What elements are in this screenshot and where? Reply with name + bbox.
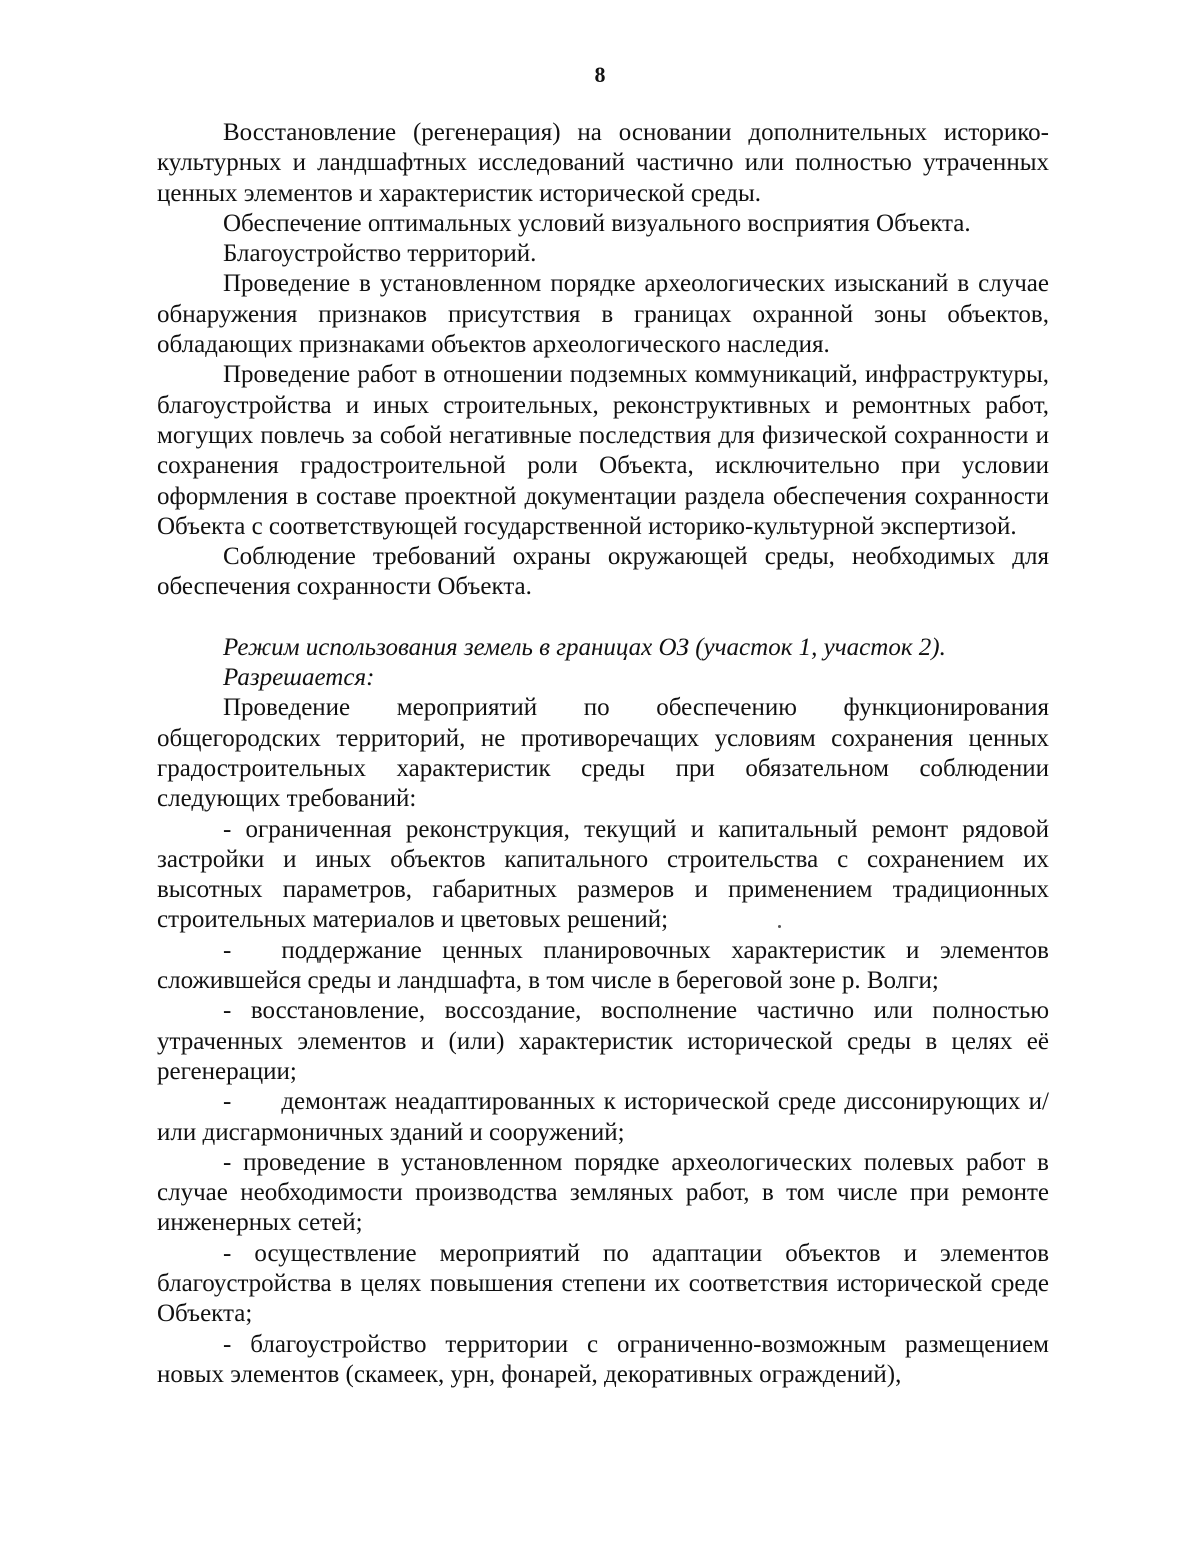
list-item-territory-improvement: - благоустройство территории с ограниченно-возможным размещением новых элементов (скамеек, урн, фонарей, декоративных ограждений), xyxy=(157,1330,1049,1388)
paragraph-activities: Проведение мероприятий по обеспечению функционирования общегородских территорий, не противоречащих условиям сохранения ценных градостроительных характеристик среды при обязательном соблюдении следующих требований: xyxy=(157,694,1049,813)
paragraph-environment-protection: Соблюдение требований охраны окружающей среды, необходимых для обеспечения сохранности Объекта. xyxy=(157,543,1049,601)
section-gap xyxy=(157,603,1049,633)
list-item-planning-characteristics: - поддержание ценных планировочных характеристик и элементов сложившейся среды и ландшафта, в том числе в береговой зоне р. Волги; xyxy=(157,936,1049,995)
list-item-reconstruction: - ограниченная реконструкция, текущий и капитальный ремонт рядовой застройки и иных объектов капитального строительства с сохранением их высотных параметров, габаритных размеров и применением традиционных строительных материалов и цветовых решений; xyxy=(157,815,1049,934)
page-number: 8 xyxy=(594,62,606,87)
document-body xyxy=(157,118,1049,1390)
section-heading-land-use-regime: Режим использования земель в границах ОЗ (участок 1, участок 2). xyxy=(223,633,946,661)
scan-speck xyxy=(778,925,781,928)
paragraph-visual-perception: Обеспечение оптимальных условий визуального восприятия Объекта. xyxy=(223,209,971,237)
list-item-adaptation: - осуществление мероприятий по адаптации объектов и элементов благоустройства в целях повышения степени их соответствия исторической среде Объекта; xyxy=(157,1239,1049,1328)
paragraph-underground-works: Проведение работ в отношении подземных коммуникаций, инфраструктуры, благоустройства и иных строительных, реконструктивных и ремонтных работ, могущих повлечь за собой негативные последствия для физической сохранности и сохранения градостроительной роли Объекта, исключительно при условии оформления в составе проектной документации раздела обеспечения сохранности Объекта с соответствующей государственной историко-культурной экспертизой. xyxy=(157,361,1049,540)
list-item-dismantling: - демонтаж неадаптированных к исторической среде диссонирующих и/или дисгармоничных зданий и сооружений; xyxy=(157,1088,1049,1146)
paragraph-regeneration: Восстановление (регенерация) на основании дополнительных историко-культурных и ландшафтных исследований частично или полностью утраченных ценных элементов и характеристик исторической среды. xyxy=(157,119,1049,207)
list-item-archaeological-field-works: - проведение в установленном порядке археологических полевых работ в случае необходимости производства земляных работ, в том числе при ремонте инженерных сетей; xyxy=(157,1148,1049,1237)
paragraph-archaeological-surveys: Проведение в установленном порядке археологических изысканий в случае обнаружения признаков присутствия в границах охранной зоны объектов, обладающих признаками объектов археологического наследия. xyxy=(157,270,1049,359)
section-subheading-allowed: Разрешается: xyxy=(223,664,375,692)
paragraph-landscaping: Благоустройство территорий. xyxy=(223,240,537,268)
list-item-restoration: - восстановление, воссоздание, восполнение частично или полностью утраченных элементов и (или) характеристик исторической среды в целях её регенерации; xyxy=(157,997,1049,1085)
